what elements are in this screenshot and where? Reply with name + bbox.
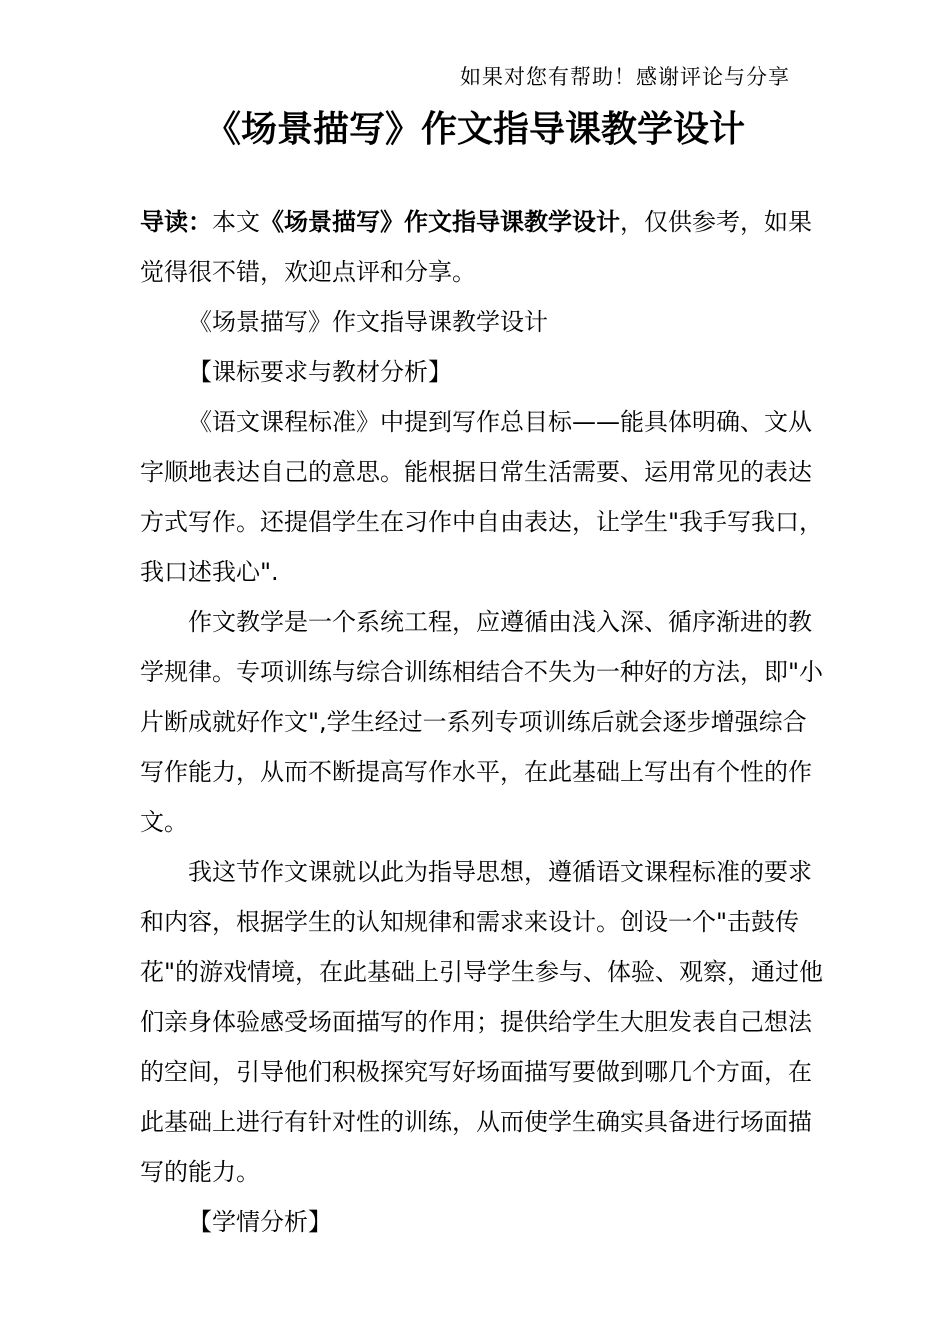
document-title: 《场景描写》作文指导课教学设计 bbox=[204, 109, 745, 150]
intro-doc-name: 《场景描写》作文指导课教学设计 bbox=[260, 208, 620, 236]
body-paragraph: 《语文课程标准》中提到写作总目标——能具体明确、文从字顺地表达自己的意思。能根据日常生活需要、运用常见的表达方式写作。还提倡学生在习作中自由表达，让学生"我手写我口，我口述我心". bbox=[140, 408, 824, 586]
intro-paragraph bbox=[140, 197, 824, 297]
body-paragraph: 作文教学是一个系统工程，应遵循由浅入深、循序渐进的教学规律。专项训练与综合训练相结合不失为一种好的方法，即"小片断成就好作文",学生经过一系列专项训练后就会逐步增强综合写作能力，从而不断提高写作水平，在此基础上写出有个性的作文。 bbox=[140, 608, 824, 836]
body-paragraph: 我这节作文课就以此为指导思想，遵循语文课程标准的要求和内容，根据学生的认知规律和需求来设计。创设一个"击鼓传花"的游戏情境，在此基础上引导学生参与、体验、观察，通过他们亲身体验感受场面描写的作用；提供给学生大胆发表自己想法的空间，引导他们积极探究写好场面描写要做到哪几个方面，在此基础上进行有针对性的训练，从而使学生确实具备进行场面描写的能力。 bbox=[140, 858, 824, 1186]
document-body bbox=[140, 197, 824, 1247]
header-note: 如果对您有帮助！感谢评论与分享 bbox=[460, 65, 790, 89]
intro-text-2: ，仅供参考，如果觉得很不错，欢迎点评和分享。 bbox=[140, 208, 812, 286]
section-heading-student-analysis: 【学情分析】 bbox=[188, 1208, 332, 1236]
intro-label: 导读： bbox=[140, 208, 212, 236]
subtitle: 《场景描写》作文指导课教学设计 bbox=[188, 308, 548, 336]
section-heading-curriculum: 【课标要求与教材分析】 bbox=[188, 358, 452, 386]
intro-text-1: 本文 bbox=[212, 208, 260, 236]
